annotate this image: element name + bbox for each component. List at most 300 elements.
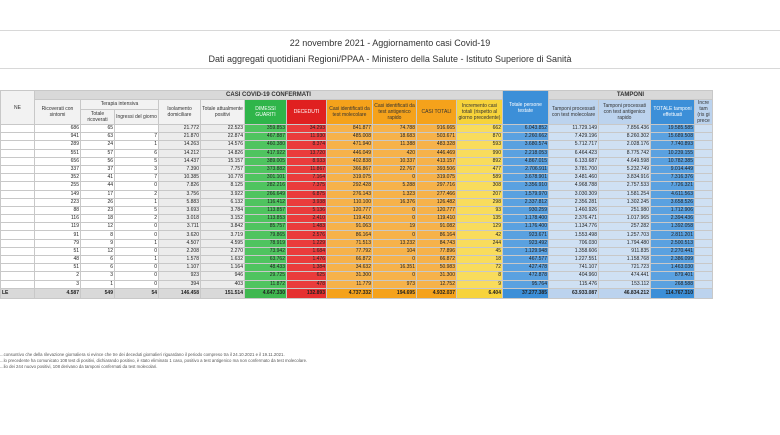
table-row [1,182,713,190]
table-cell: 879.401 [651,272,695,280]
table-cell: 251.980 [599,206,651,214]
table-cell: 7.726.321 [651,182,695,190]
table-cell: 65 [81,125,115,133]
table-cell: 1.107 [159,264,201,272]
table-cell: 3 [115,165,159,173]
table-cell: 11.930 [287,133,327,141]
table-body [1,125,713,299]
table-cell: 472.878 [503,272,549,280]
table-cell: 7.826 [159,182,201,190]
table-cell: 662 [457,125,503,133]
table-row [1,215,713,223]
table-cell: 3.620 [159,231,201,239]
table-cell: 911.835 [599,247,651,255]
table-cell [695,190,713,198]
table-cell [695,157,713,165]
table-cell: 194.695 [373,288,417,298]
table-cell: 2.706.911 [503,165,549,173]
table-cell: 6 [115,149,159,157]
table-cell: 3 [35,280,81,288]
table-cell: 12.752 [417,280,457,288]
table-cell: 8.260.302 [599,133,651,141]
table-cell: 1.483 [287,223,327,231]
table-cell: 4.595 [201,239,245,247]
table-row [1,141,713,149]
table-cell: 3.658.526 [651,198,695,206]
table-cell: 8.374 [287,141,327,149]
table-row [1,206,713,214]
table-cell [695,247,713,255]
table-cell: 2.757.533 [599,182,651,190]
table-cell: 892 [457,157,503,165]
tests-header: TAMPONI [549,91,713,100]
table-cell [695,125,713,133]
table-cell: 79.865 [245,231,287,239]
table-cell: 0 [115,264,159,272]
footnote-2: ...lo precedente ha comunicato 108 test di positivi, dichiarando positivo, è stato eliminato 1 caso, positivo a test antigenico ma non confermato da test molecolare. [0,358,308,363]
table-cell: 5.712.717 [549,141,599,149]
table-cell: 113.853 [245,215,287,223]
table-cell: 1.129.948 [503,247,549,255]
hospitalized-header: Ricoverati con sintomi [35,100,81,125]
table-cell: 3.784 [201,206,245,214]
table-cell: 110.100 [327,198,373,206]
table-cell: 460.380 [245,141,287,149]
table-cell: 255 [35,182,81,190]
table-cell: 19 [373,223,417,231]
table-cell: 3.356.910 [503,182,549,190]
table-cell: 24 [81,141,115,149]
table-cell [695,198,713,206]
table-cell: 289 [35,141,81,149]
table-cell [695,280,713,288]
table-cell: 417.922 [245,149,287,157]
table-cell [695,288,713,298]
table-cell: 427.478 [503,264,549,272]
table-cell: 85.757 [245,223,287,231]
table-cell: 22.523 [201,125,245,133]
table-cell: 6.875 [287,190,327,198]
page-subtitle: Dati aggregati quotidiani Regioni/PPAA - Ministero della Salute - Istituto Superiore di Sanità [208,54,572,64]
region-cell: LE [1,288,35,298]
table-cell: 79 [35,239,81,247]
table-cell: 0 [115,231,159,239]
table-cell: 86.164 [417,231,457,239]
table-cell: 0 [115,223,159,231]
region-cell [1,256,35,264]
table-cell: 2.500.513 [651,239,695,247]
table-cell: 10.778 [201,174,245,182]
table-cell: 0 [373,174,417,182]
table-cell: 1.178.400 [503,215,549,223]
table-row [1,165,713,173]
header-rule [0,68,780,69]
table-cell: 16.351 [373,264,417,272]
table-cell: 0 [115,280,159,288]
table-cell: 2 [115,190,159,198]
table-cell: 9 [81,239,115,247]
table-cell: 3.481.460 [549,174,599,182]
table-cell: 625 [287,272,327,280]
table-cell: 2.410 [287,215,327,223]
table-cell: 104 [373,247,417,255]
table-cell: 50.983 [417,264,457,272]
table-row [1,231,713,239]
table-cell: 4.932.037 [417,288,457,298]
table-cell: 1.164 [201,264,245,272]
table-cell: 656 [35,157,81,165]
table-cell: 1.384 [287,264,327,272]
persons-tested-header: Totale persone testate [503,91,549,125]
table-cell: 132.893 [287,288,327,298]
table-cell: 15.689.508 [651,133,695,141]
table-cell: 3.693 [159,206,201,214]
table-cell: 126.482 [417,198,457,206]
table-cell [695,256,713,264]
table-cell: 721.723 [599,264,651,272]
table-cell: 1.134.776 [549,223,599,231]
recovered-header: DIMESSI GUARITI [245,100,287,125]
table-cell: 11.388 [373,141,417,149]
table-cell: 86.164 [327,231,373,239]
table-cell: 319.075 [417,174,457,182]
region-cell [1,231,35,239]
table-cell [695,223,713,231]
region-cell [1,165,35,173]
table-cell: 930.259 [503,206,549,214]
table-cell: 4.587 [35,288,81,298]
table-cell: 6.464.423 [549,149,599,157]
table-cell: 393.506 [417,165,457,173]
region-cell [1,206,35,214]
table-cell: 5 [115,206,159,214]
table-cell: 0 [115,182,159,190]
table-cell: 402.838 [327,157,373,165]
table-cell: 0 [373,256,417,264]
table-cell: 129 [457,223,503,231]
table-cell: 741.107 [549,264,599,272]
table-cell: 2.270 [201,247,245,255]
table-cell: 485.008 [327,133,373,141]
table-cell: 1.581.254 [599,190,651,198]
table-cell: 474.441 [599,272,651,280]
table-cell [695,133,713,141]
table-cell: 88 [35,206,81,214]
region-cell [1,174,35,182]
table-cell: 14.437 [159,157,201,165]
table-cell: 15.157 [201,157,245,165]
table-cell: 73.942 [245,247,287,255]
table-cell: 301.101 [245,174,287,182]
table-cell: 266.649 [245,190,287,198]
table-cell: 0 [373,206,417,214]
table-cell: 7.164 [287,174,327,182]
table-cell: 3.152 [201,215,245,223]
table-cell: 686 [35,125,81,133]
table-cell: 1.476 [287,256,327,264]
table-cell: 11.729.149 [549,125,599,133]
table-cell: 257.282 [599,223,651,231]
table-row [1,272,713,280]
table-cell [695,174,713,182]
table-cell: 7.740.893 [651,141,695,149]
table-cell: 115.476 [549,280,599,288]
table-cell: 13.720 [287,149,327,157]
table-cell: 477 [457,165,503,173]
table-cell: 84.743 [417,239,457,247]
table-cell: 3.680.574 [503,141,549,149]
table-cell: 593 [457,141,503,149]
table-cell: 2.356.281 [549,198,599,206]
table-cell: 478 [287,280,327,288]
table-cell: 404.960 [549,272,599,280]
table-cell: 2.218.053 [503,149,549,157]
table-cell: 1.460.926 [549,206,599,214]
table-cell: 149 [35,190,81,198]
table-cell: 1.632 [201,256,245,264]
table-cell: 5.883 [159,198,201,206]
table-cell: 3 [81,272,115,280]
table-cell: 8 [457,272,503,280]
table-cell: 483.328 [417,141,457,149]
table-cell: 1 [115,141,159,149]
table-cell: 91.082 [417,223,457,231]
table-cell: 72 [457,264,503,272]
footnote-1: ...consuntivo che della rilevazione giornaliera si evince che tre dei deceduti giornalieri riguardano il periodo compreso tra il 24.10.2021 e il 19.11.2021. [0,352,285,357]
table-cell: 119 [35,223,81,231]
table-cell: 42 [457,231,503,239]
total-tests-header: TOTALE tamponi effettuati [651,100,695,125]
table-cell [695,272,713,280]
table-cell: 77.896 [417,247,457,255]
table-cell: 3.030.309 [549,190,599,198]
table-cell: 337 [35,165,81,173]
antigen-tests-header: Tamponi processati con test antigenico rapido [599,100,651,125]
table-cell: 116.412 [245,198,287,206]
region-cell [1,133,35,141]
table-cell: 146.458 [159,288,201,298]
table-cell: 2.386.099 [651,256,695,264]
total-cases-header: CASI TOTALI [417,100,457,125]
table-row [1,247,713,255]
region-cell [1,223,35,231]
table-cell: 31.300 [327,272,373,280]
region-cell [1,198,35,206]
table-cell: 91 [35,231,81,239]
table-cell: 2.337.812 [503,198,549,206]
table-cell: 95.764 [503,280,549,288]
table-cell: 277.466 [417,190,457,198]
table-cell: 870 [457,133,503,141]
table-cell: 114.767.310 [651,288,695,298]
table-cell: 78.919 [245,239,287,247]
molecular-tests-header: Tamponi processati con test molecolare [549,100,599,125]
table-cell: 0 [115,247,159,255]
table-cell: 1.712.906 [651,206,695,214]
table-cell: 66.872 [327,256,373,264]
footnotes [0,352,307,370]
table-cell: 54 [115,288,159,298]
table-cell: 8.125 [201,182,245,190]
table-cell: 1 [115,256,159,264]
table-cell: 4.647.330 [245,288,287,298]
table-cell: 153.112 [599,280,651,288]
table-cell: 51 [35,247,81,255]
table-cell: 420 [373,149,417,157]
table-cell: 446.469 [417,149,457,157]
table-cell: 297.716 [417,182,457,190]
table-cell: 29.725 [245,272,287,280]
table-cell: 93 [457,206,503,214]
table-cell: 1.553.498 [549,231,599,239]
table-cell: 1.578 [159,256,201,264]
region-cell [1,215,35,223]
table-cell: 6.404 [457,288,503,298]
table-cell: 298 [457,198,503,206]
table-cell: 7.316.376 [651,174,695,182]
table-cell: 7.375 [287,182,327,190]
table-cell: 1.323 [373,190,417,198]
table-cell: 7.429.196 [549,133,599,141]
table-cell: 14.263 [159,141,201,149]
table-cell: 3.938 [287,198,327,206]
table-cell: 3.756 [159,190,201,198]
table-cell: 1 [115,239,159,247]
table-cell: 1 [81,280,115,288]
table-cell: 21.870 [159,133,201,141]
table-cell: 1.229 [287,239,327,247]
table-cell: 34.632 [327,264,373,272]
table-cell: 3.719 [201,231,245,239]
region-cell [1,149,35,157]
table-cell: 916.665 [417,125,457,133]
table-cell [695,206,713,214]
table-cell: 63 [81,133,115,141]
table-cell: 11.872 [245,280,287,288]
table-cell: 268.588 [651,280,695,288]
table-cell: 56 [81,157,115,165]
table-cell: 18 [457,256,503,264]
home-isolation-header: Isolamento domiciliare [159,100,201,125]
table-row [1,125,713,133]
table-cell: 12 [81,247,115,255]
table-cell: 308 [457,182,503,190]
table-cell: 207 [457,190,503,198]
active-positive-header: Totale attualmente positivi [201,100,245,125]
table-cell: 5 [115,157,159,165]
table-cell: 120.777 [417,206,457,214]
table-cell: 1.579.970 [503,190,549,198]
table-row [1,157,713,165]
region-cell [1,182,35,190]
table-cell: 1.794.480 [599,239,651,247]
table-cell [695,149,713,157]
table-cell: 923.492 [503,239,549,247]
table-cell: 389.005 [245,157,287,165]
table-cell: 1.463.030 [651,264,695,272]
table-cell: 223 [35,198,81,206]
table-cell: 841.877 [327,125,373,133]
table-cell: 135 [457,215,503,223]
table-cell: 44 [81,182,115,190]
table-cell: 946 [201,272,245,280]
table-cell: 551 [35,149,81,157]
table-cell: 91.063 [327,223,373,231]
table-cell: 1.257.703 [599,231,651,239]
top-rule [0,30,780,31]
icu-total-header: Totale ricoverati [81,109,115,124]
table-row [1,149,713,157]
table-cell: 6 [81,264,115,272]
molecular-cases-header: Casi identificati da test molecolare [327,100,373,125]
table-cell: 7.856.436 [599,125,651,133]
table-cell: 990 [457,149,503,157]
region-cell [1,157,35,165]
table-cell [695,165,713,173]
table-cell: 446.049 [327,149,373,157]
table-row [1,256,713,264]
table-cell: 4.507 [159,239,201,247]
icu-header: Terapia intensiva [81,100,159,110]
region-cell [1,280,35,288]
table-cell: 0 [373,231,417,239]
table-cell: 4.968.788 [549,182,599,190]
table-cell: 2.270.441 [651,247,695,255]
table-cell: 923 [159,272,201,280]
table-cell: 23 [81,206,115,214]
table-cell: 1.227.551 [549,256,599,264]
table-cell [695,264,713,272]
table-cell: 1.392.058 [651,223,695,231]
table-cell: 1.017.965 [599,215,651,223]
table-cell [695,141,713,149]
table-cell: 37.277.385 [503,288,549,298]
table-cell: 1.302.245 [599,198,651,206]
deaths-header: DECEDUTI [287,100,327,125]
table-cell: 14.212 [159,149,201,157]
table-cell: 3.711 [159,223,201,231]
table-cell: 19.585.585 [651,125,695,133]
table-cell: 6 [81,256,115,264]
region-cell [1,190,35,198]
table-cell: 503.671 [417,133,457,141]
table-cell: 26 [81,198,115,206]
table-cell: 1.158.768 [599,256,651,264]
table-row [1,239,713,247]
table-cell: 57 [81,149,115,157]
table-cell: 706.030 [549,239,599,247]
table-cell: 276.143 [327,190,373,198]
table-cell: 7 [115,174,159,182]
table-cell: 7.390 [159,165,201,173]
table-row [1,198,713,206]
table-cell: 1.684 [287,247,327,255]
table-cell: 14.576 [201,141,245,149]
table-cell: 1 [115,198,159,206]
table-cell: 413.157 [417,157,457,165]
table-cell: 13.232 [373,239,417,247]
table-cell: 17 [81,190,115,198]
daily-increase-header: Incremento casi totali (rispetto al giorno precedente) [457,100,503,125]
table-cell: 471.940 [327,141,373,149]
table-cell: 2.028.176 [599,141,651,149]
table-cell: 549 [81,288,115,298]
table-cell: 2.576 [287,231,327,239]
table-cell: 6.132 [201,198,245,206]
table-cell: 2.376.471 [549,215,599,223]
table-cell: 394 [159,280,201,288]
table-cell: 2.260.662 [503,133,549,141]
